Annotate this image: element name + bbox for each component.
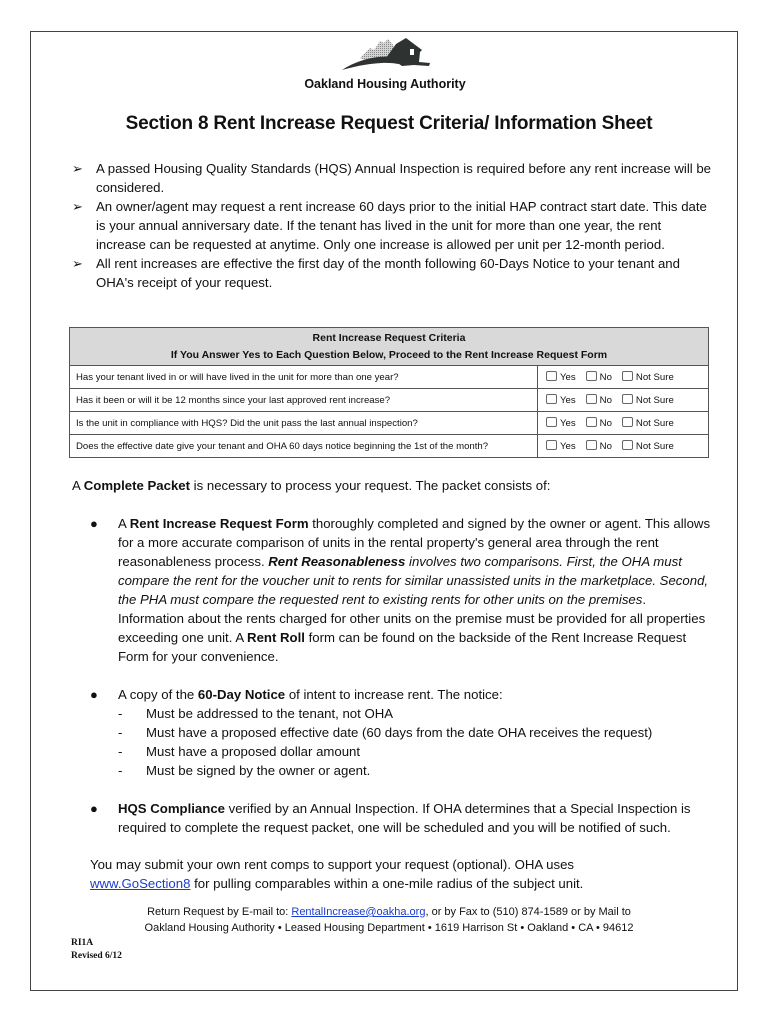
gosection8-link[interactable]: www.GoSection8 [90, 876, 191, 891]
notice-requirement [118, 742, 712, 761]
option-yes[interactable] [546, 440, 576, 452]
option-label: Yes [560, 441, 576, 452]
option-label: No [599, 372, 612, 383]
requirement-text: An owner/agent may request a rent increase 60 days prior to the initial HAP contract start date. This date is your annual anniversary date. If the tenant has lived in the unit for more than one year, the rent increase can be requested at anytime. Only one increase is allowed per unit per 12-month period. [96, 199, 707, 252]
bullet-icon: ● [90, 801, 98, 816]
requirements-list [72, 159, 712, 292]
requirement-item [72, 254, 712, 292]
option-not-sure[interactable] [622, 394, 674, 406]
page-title: Section 8 Rent Increase Request Criteria/ Information Sheet [125, 113, 653, 134]
item-text: thoroughly completed and signed by the owner or agent. This allows for a more accurate comparison of units in the rental property's general area through the rent reasonableness process. [118, 516, 711, 569]
option-label: Yes [560, 372, 576, 383]
criteria-row [70, 412, 709, 435]
form-code: RI1A [71, 938, 94, 948]
option-label: No [599, 441, 612, 452]
criteria-row [70, 389, 709, 412]
checkbox[interactable] [586, 371, 597, 381]
return-instructions [0, 904, 770, 936]
option-yes[interactable] [546, 394, 576, 406]
separator-bullet-icon: • [424, 922, 435, 934]
complete-packet-label: Complete Packet [83, 478, 191, 493]
criteria-heading: Rent Increase Request Criteria [312, 332, 466, 344]
option-label: No [599, 418, 612, 429]
option-no[interactable] [586, 440, 612, 452]
rent-comps-note [90, 855, 710, 893]
option-no[interactable] [586, 371, 612, 383]
option-label: Not Sure [635, 372, 674, 383]
email-link[interactable]: RentalIncrease@oakha.org [291, 906, 426, 918]
option-not-sure[interactable] [622, 417, 674, 429]
checkbox[interactable] [586, 417, 597, 427]
address-part: Oakland Housing Authority [144, 922, 275, 934]
criteria-options [538, 412, 709, 435]
criteria-question: Has it been or will it be 12 months since your last approved rent increase? [70, 389, 538, 412]
item-text: form can be found on the backside of the Rent Increase Request Form for your convenience. [118, 630, 687, 664]
checkbox[interactable] [622, 417, 633, 427]
notice-requirement-text: Must be signed by the owner or agent. [146, 763, 371, 778]
criteria-row [70, 366, 709, 389]
address-part: CA [578, 922, 593, 934]
address-part: 94612 [602, 922, 634, 934]
comps-text: You may submit your own rent comps to support your request (optional). OHA uses [90, 857, 575, 872]
packet-item-60-day-notice [72, 685, 712, 780]
rent-roll-label: Rent Roll [247, 630, 305, 645]
criteria-question: Is the unit in compliance with HQS? Did the unit pass the last annual inspection? [70, 412, 538, 435]
bullet-icon: ● [90, 516, 98, 531]
mailing-address [0, 920, 770, 936]
checkbox[interactable] [622, 394, 633, 404]
item-text: . Information about the rents charged for other units on the premise must be provided for all properties exceeding one unit. A [118, 592, 706, 645]
item-text: A copy of the [118, 687, 198, 702]
notice-requirement-text: Must be addressed to the tenant, not OHA [146, 706, 394, 721]
criteria-question: Has your tenant lived in or will have lived in the unit for more than one year? [70, 366, 538, 389]
arrow-bullet-icon: ➢ [72, 161, 83, 176]
requirement-item [72, 197, 712, 254]
packet-intro-prefix: A [72, 478, 84, 493]
checkbox[interactable] [546, 394, 557, 404]
item-text: A [118, 516, 130, 531]
item-text: of intent to increase rent. The notice: [285, 687, 503, 702]
address-part: Leased Housing Department [284, 922, 425, 934]
packet-item-rent-increase-form [72, 514, 712, 666]
arrow-bullet-icon: ➢ [72, 199, 83, 214]
address-part: 1619 Harrison St [434, 922, 518, 934]
option-no[interactable] [586, 394, 612, 406]
footer-text: Return Request by E-mail to: [147, 906, 292, 918]
item-text: verified by an Annual Inspection. If OHA determines that a Special Inspection is required to complete the request packet, one will be scheduled and you will be notified of such. [118, 801, 691, 835]
bullet-icon: ● [90, 687, 98, 702]
option-yes[interactable] [546, 417, 576, 429]
option-label: Not Sure [635, 418, 674, 429]
checkbox[interactable] [546, 417, 557, 427]
criteria-table-header [70, 328, 709, 366]
rent-increase-form-label: Rent Increase Request Form [129, 516, 309, 531]
criteria-question: Does the effective date give your tenant and OHA 60 days notice beginning the 1st of the month? [70, 435, 538, 458]
dash-icon: - [118, 706, 123, 721]
option-label: Not Sure [635, 395, 674, 406]
option-label: Not Sure [635, 441, 674, 452]
packet-item-hqs-compliance [72, 799, 712, 837]
notice-requirement [118, 704, 712, 723]
packet-intro-suffix: is necessary to process your request. The packet consists of: [190, 478, 551, 493]
option-not-sure[interactable] [622, 440, 674, 452]
address-part: Oakland [527, 922, 569, 934]
requirement-item [72, 159, 712, 197]
hqs-compliance-label: HQS Compliance [118, 801, 225, 816]
notice-requirements-list [118, 704, 712, 780]
notice-requirement-text: Must have a proposed effective date (60 days from the date OHA receives the request) [146, 725, 653, 740]
notice-requirement-text: Must have a proposed dollar amount [146, 744, 361, 759]
checkbox[interactable] [546, 371, 557, 381]
revision-date: Revised 6/12 [71, 951, 122, 961]
option-yes[interactable] [546, 371, 576, 383]
arrow-bullet-icon: ➢ [72, 256, 83, 271]
checkbox[interactable] [622, 440, 633, 450]
notice-requirement [118, 761, 712, 780]
checkbox[interactable] [586, 440, 597, 450]
criteria-row [70, 435, 709, 458]
comps-text: for pulling comparables within a one-mile radius of the subject unit. [190, 876, 584, 891]
criteria-subheading: If You Answer Yes to Each Question Below, Proceed to the Rent Increase Request Form [170, 349, 608, 361]
requirement-text: A passed Housing Quality Standards (HQS) Annual Inspection is required before any rent increase will be considered. [96, 161, 712, 195]
checkbox[interactable] [622, 371, 633, 381]
option-label: Yes [560, 418, 576, 429]
oakland-housing-authority-logo-icon [340, 36, 432, 74]
60-day-notice-label: 60-Day Notice [197, 687, 286, 702]
footer-text: , or by Fax to (510) 874-1589 or by Mail to [425, 906, 631, 918]
criteria-options [538, 366, 709, 389]
rent-reasonableness-label: Rent Reasonableness [268, 554, 406, 569]
option-label: Yes [560, 395, 576, 406]
dash-icon: - [118, 763, 123, 778]
option-label: No [599, 395, 612, 406]
option-no[interactable] [586, 417, 612, 429]
dash-icon: - [118, 744, 123, 759]
packet-intro [72, 478, 550, 493]
dash-icon: - [118, 725, 123, 740]
separator-bullet-icon: • [274, 922, 285, 934]
criteria-table [69, 327, 709, 458]
notice-requirement [118, 723, 712, 742]
packet-items-list [72, 514, 712, 856]
requirement-text: All rent increases are effective the first day of the month following 60-Days Notice to your tenant and OHA's receipt of your request. [96, 256, 680, 290]
criteria-options [538, 389, 709, 412]
checkbox[interactable] [586, 394, 597, 404]
option-not-sure[interactable] [622, 371, 674, 383]
criteria-options [538, 435, 709, 458]
organization-name: Oakland Housing Authority [304, 77, 466, 91]
form-code-block [71, 937, 122, 963]
item-italic-text: involves two comparisons. First, the OHA must compare the rent for the voucher unit to rents for similar unassisted units in the marketplace. Second, the PHA must compare the requested rent to existing rents for other units on the premises [118, 554, 709, 607]
checkbox[interactable] [546, 440, 557, 450]
separator-bullet-icon: • [592, 922, 603, 934]
separator-bullet-icon: • [568, 922, 579, 934]
separator-bullet-icon: • [517, 922, 528, 934]
